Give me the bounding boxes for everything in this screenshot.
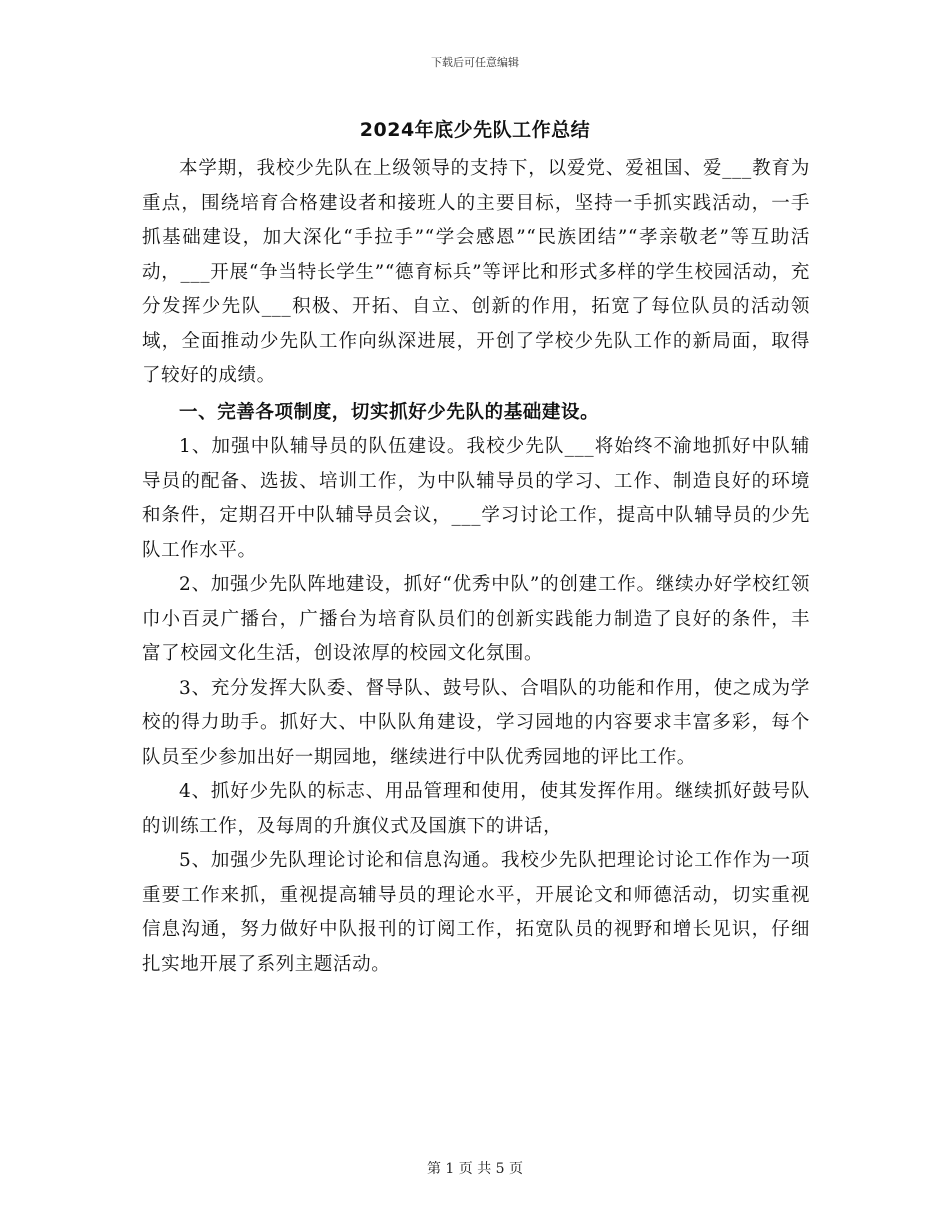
item-paragraph-2: 2、加强少先队阵地建设，抓好“优秀中队”的创建工作。继续办好学校红领巾小百灵广播台，广播台为培育队员们的创新实践能力制造了良好的条件，丰富了校园文化生活，创设浓厚的校园文化氛围。: [142, 574, 810, 664]
document-body: [142, 152, 810, 982]
intro-paragraph: 本学期，我校少先队在上级领导的支持下，以爱党、爱祖国、爱___教育为重点，围绕培育合格建设者和接班人的主要目标，坚持一手抓实践活动，一手抓基础建设，加大深化“手拉手”“学会感恩”“民族团结”“孝亲敬老”等互助活动，___开展“争当特长学生”“德育标兵”等评比和形式多样的学生校园活动，充分发挥少先队___积极、开拓、自立、创新的作用，拓宽了每位队员的活动领域，全面推动少先队工作向纵深进展，开创了学校少先队工作的新局面，取得了较好的成绩。: [142, 158, 810, 386]
header-note: 下载后可任意编辑: [431, 56, 519, 69]
section-heading: 一、完善各项制度，切实抓好少先队的基础建设。: [179, 401, 600, 423]
item-paragraph-4: 4、抓好少先队的标志、用品管理和使用，使其发挥作用。继续抓好鼓号队的训练工作，及每周的升旗仪式及国旗下的讲话，: [142, 781, 810, 837]
document-title: 2024年底少先队工作总结: [359, 119, 591, 141]
page-number-footer: 第 1 页 共 5 页: [426, 1161, 524, 1177]
item-paragraph-3: 3、充分发挥大队委、督导队、鼓号队、合唱队的功能和作用，使之成为学校的得力助手。抓好大、中队队角建设，学习园地的内容要求丰富多彩，每个队员至少参加出好一期园地，继续进行中队优秀园地的评比工作。: [142, 677, 810, 768]
item-paragraph-1: 1、加强中队辅导员的队伍建设。我校少先队___将始终不渝地抓好中队辅导员的配备、选拔、培训工作，为中队辅导员的学习、工作、制造良好的环境和条件，定期召开中队辅导员会议，___学习讨论工作，提高中队辅导员的少先队工作水平。: [142, 436, 810, 561]
item-paragraph-5: 5、加强少先队理论讨论和信息沟通。我校少先队把理论讨论工作作为一项重要工作来抓，重视提高辅导员的理论水平，开展论文和师德活动，切实重视信息沟通，努力做好中队报刊的订阅工作，拓宽队员的视野和增长见识，仔细扎实地开展了系列主题活动。: [142, 850, 810, 975]
